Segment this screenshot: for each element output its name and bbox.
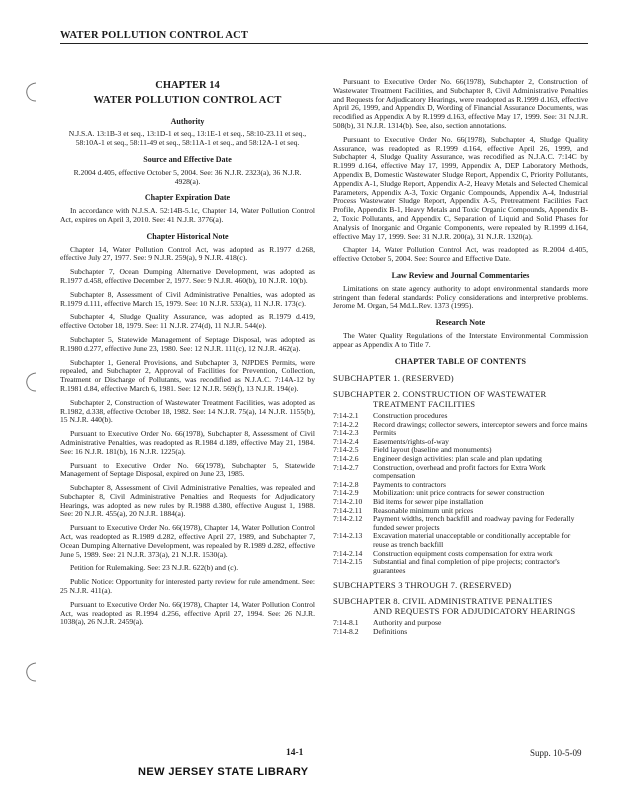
punch-hole-icon (22, 370, 40, 394)
history-paragraph: Chapter 14, Water Pollution Control Act, was adopted as R.1977 d.268, effective July 27, 1977. See: 9 N.J.R. 259(a), 9 N.J.R. 418(c). (60, 244, 315, 263)
toc-subchapter-1: SUBCHAPTER 1. (RESERVED) (333, 373, 454, 384)
right-column (333, 78, 588, 636)
toc-item-number: 7:14-2.2 (333, 419, 359, 429)
running-head: WATER POLLUTION CONTROL ACT (60, 30, 588, 44)
toc-item (333, 464, 588, 481)
toc-item-number: 7:14-2.10 (333, 497, 363, 507)
history-paragraph: Subchapter 1, General Provisions, and Subchapter 3, NJPDES Permits, were repealed, and Subchapter 2, Approval of Facilities for Prevention, Collection, Treatment or Discharge of Pollutants, was recodified as N.J.A.C. 7:14A-12 by R.1981 d.84, effective March 6, 1981. See: 12 N.J.R. 569(f), 13 N.J.R. 194(e). (60, 357, 315, 393)
toc-item-title: Permits (373, 428, 397, 438)
history-paragraph: Pursuant to Executive Order No. 66(1978), Subchapter 4, Sludge Quality Assurance, was readopted as R.1999 d.164, effective April 26, 1999, and Subchapter 4, Sludge Quality Assurance, was recodified as N.J.A.C. 7:14C by R.1999 d.164, effective May 17, 1999, Appendix A, DEP Laboratory Methods, Appendix B, Domestic Wastewater Sludge Report, Appendix C, Priority Pollutants, Appendix A-1, Sludge Report, Appendix A-2, Heavy Metals and Selected Chemical Parameters, Appendix A-3, Toxic Organic Compounds, Appendix A-4, Industrial Process Wastewater Sludge Report, Appendix A-5, Pretreatment Facilities Fact Profile, Appendix B-1, Heavy Metals and Toxic Organic Compounds, Appendix B-2, Toxic Pollutants, and Appendix C, Separation of Liquid and Solid Phases for Analysis of Inorganic and Organic Components, were repealed by R.1999 d.164, effective May 17, 1999. See: 31 N.J.R. 200(a), 31 N.J.R. 1320(a). (333, 134, 588, 241)
punch-hole-icon (22, 660, 40, 684)
toc-subchapter-2 (333, 390, 588, 409)
source-text: R.2004 d.405, effective October 5, 2004. See: 36 N.J.R. 2323(a), 36 N.J.R. 4928(a). (73, 167, 302, 186)
toc-item-title: Reasonable minimum unit prices (373, 505, 474, 515)
page-number: 14-1 (286, 748, 304, 758)
toc-subchapter-title: TREATMENT FACILITIES (373, 398, 476, 409)
toc-item (333, 619, 588, 628)
toc-item-title: Construction, overhead and profit factors for Extra Work compensation (373, 462, 546, 481)
chapter-title: WATER POLLUTION CONTROL ACT (93, 94, 282, 106)
toc-item-title: Payments to contractors (373, 479, 446, 489)
toc-subchapter-3-7: SUBCHAPTERS 3 THROUGH 7. (RESERVED) (333, 580, 512, 591)
toc-item-number: 7:14-8.2 (333, 626, 359, 636)
toc-list (333, 619, 588, 636)
authority-heading: Authority (170, 116, 205, 126)
toc-item (333, 532, 588, 549)
toc-subchapter-title: SUBCHAPTER 8. CIVIL ADMINISTRATIVE PENALTIES (333, 595, 553, 606)
history-paragraph: Petition for Rulemaking. See: 23 N.J.R. 622(b) and (c). (70, 563, 239, 573)
history-paragraph: Public Notice: Opportunity for interested party review for rule amendment. See: 25 N.J.R. 411(a). (60, 577, 315, 596)
toc-subchapter-title: AND REQUESTS FOR ADJUDICATORY HEARINGS (373, 605, 576, 616)
toc-item-title: Easements/rights-of-way (373, 436, 449, 446)
toc-item-number: 7:14-2.6 (333, 454, 359, 464)
toc-item-number: 7:14-2.13 (333, 531, 363, 541)
toc-item-number: 7:14-2.7 (333, 462, 359, 472)
toc-item-number: 7:14-8.1 (333, 618, 359, 628)
expiration-heading: Chapter Expiration Date (144, 193, 231, 203)
toc-item (333, 515, 588, 532)
toc-item-title: Engineer design activities: plan scale and plan updating (373, 454, 542, 464)
authority-text: N.J.S.A. 13:1B-3 et seq., 13:1D-1 et seq., 13:1E-1 et seq., 58:10-23.11 et seq., 58:10A-1 et seq., 58:11-49 et seq., 58:11A-1 et seq., and 58:12A-1 et seq. (68, 129, 307, 148)
toc-item-number: 7:14-2.5 (333, 445, 359, 455)
history-paragraph: Pursuant to Executive Order No. 66(1978), Chapter 14, Water Pollution Control Act, was readopted as R.1994 d.256, effective April 27, 1994. See: 26 N.J.R. 1038(a), 26 N.J.R. 2459(a). (60, 599, 315, 627)
toc-item-number: 7:14-2.14 (333, 548, 363, 558)
expiration-text: In accordance with N.J.S.A. 52:14B-5.1c, Chapter 14, Water Pollution Control Act, expires on April 3, 2010. See: 41 N.J.R. 3776(a). (60, 206, 315, 224)
toc-item (333, 628, 588, 637)
toc-item-title: Authority and purpose (373, 618, 442, 628)
toc-item-title: Construction procedures (373, 411, 448, 421)
toc-item-title: Bid items for sewer pipe installation (373, 497, 484, 507)
toc-item (333, 558, 588, 575)
toc-item-title: Substantial and final completion of pipe projects; contractor's guarantees (373, 557, 560, 575)
history-paragraph: Subchapter 4, Sludge Quality Assurance, was adopted as R.1979 d.419, effective October 18, 1979. See: 11 N.J.R. 274(d), 11 N.J.R. 544(e). (60, 312, 315, 331)
research-note-text: The Water Quality Regulations of the Interstate Environmental Commission appear as Appendix A to Title 7. (333, 330, 588, 349)
history-heading: Chapter Historical Note (146, 231, 229, 241)
toc-item-number: 7:14-2.3 (333, 428, 359, 438)
toc-item-title: Definitions (373, 626, 408, 636)
chapter-number: CHAPTER 14 (155, 80, 220, 91)
toc-item-title: Mobilization: unit price contracts for sewer construction (373, 488, 545, 498)
history-paragraph: Pursuant to Executive Order No. 66(1978), Subchapter 8, Assessment of Civil Administrative Penalties, was readopted as R.1984 d.189, effective May 21, 1984. See: 16 N.J.R. 181(b), 16 N.J.R. 1225(a). (60, 429, 315, 456)
toc-item-number: 7:14-2.9 (333, 488, 359, 498)
toc-item (333, 429, 588, 438)
toc-item-number: 7:14-2.11 (333, 505, 363, 515)
toc-item-number: 7:14-2.4 (333, 436, 359, 446)
toc-item-title: Field layout (baseline and monuments) (373, 445, 492, 455)
source-heading: Source and Effective Date (143, 154, 232, 164)
history-paragraph: Chapter 14, Water Pollution Control Act, was readopted as R.2004 d.405, effective October 5, 2004. See: Source and Effective Date. (333, 245, 588, 264)
library-stamp: NEW JERSEY STATE LIBRARY (138, 766, 309, 778)
law-review-text: Limitations on state agency authority to adopt environmental standards more stringent than federal standards: Policy considerations and interpretive problems. Jerome M. Organ, 54 Md.L.Rev. 1373 (1995). (333, 283, 588, 311)
history-paragraph: Pursuant to Executive Order No. 66(1978), Subchapter 5, Statewide Management of Septage Disposal, expired on June 23, 1985. (60, 460, 315, 479)
toc-subchapter-title: SUBCHAPTER 2. CONSTRUCTION OF WASTEWATER (333, 388, 547, 399)
history-paragraph: Subchapter 5, Statewide Management of Septage Disposal, was adopted as R.1980 d.277, effective June 23, 1980. See: 12 N.J.R. 111(c), 12 N.J.R. 462(a). (60, 334, 315, 353)
history-paragraph: Pursuant to Executive Order No. 66(1978), Chapter 14, Water Pollution Control Act, was readopted as R.1989 d.282, effective April 27, 1989, and Subchapter 7, Ocean Dumping Alternative Development, was repealed by R.1989 d.282, effective June 5, 1989. See: 21 N.J.R. 373(a), 21 N.J.R. 1530(a). (60, 523, 315, 559)
toc-item-number: 7:14-2.15 (333, 557, 363, 567)
supplement-date: Supp. 10-5-09 (530, 748, 582, 758)
punch-hole-icon (22, 80, 40, 104)
toc-item-title: Payment widths, trench backfill and roadway paving for Federally funded sewer projects (373, 514, 575, 532)
history-paragraph: Subchapter 2, Construction of Wastewater Treatment Facilities, was adopted as R.1982, d.338, effective October 18, 1982. See: 14 N.J.R. 75(a), 14 N.J.R. 1155(b), 15 N.J.R. 440(b). (60, 397, 315, 425)
toc-item (333, 421, 588, 430)
history-paragraph: Subchapter 8, Assessment of Civil Administrative Penalties, was adopted as R.1979 d.111, effective March 15, 1979. See: 10 N.J.R. 533(a), 11 N.J.R. 173(c). (60, 289, 315, 308)
toc-heading: CHAPTER TABLE OF CONTENTS (394, 356, 527, 366)
history-paragraph: Subchapter 8, Assessment of Civil Administrative Penalties, was repealed and Subchapter 8, Civil Administrative Penalties and Requests for Adjudicatory Hearings, was adopted as new rules by R.1988 d.380, effective August 1, 1988. See: 20 N.J.R. 455(a), 20 N.J.R. 1884(a). (60, 483, 315, 519)
toc-list (333, 412, 588, 575)
toc-subchapter-8 (333, 597, 588, 616)
law-review-heading: Law Review and Journal Commentaries (391, 270, 530, 280)
toc-item-title: Construction equipment costs compensation for extra work (373, 548, 553, 558)
toc-item-title: Excavation material unacceptable or conditionally acceptable for reuse as trench backfill (373, 531, 571, 549)
left-column (60, 78, 315, 632)
toc-item-number: 7:14-2.1 (333, 411, 359, 421)
history-paragraph: Subchapter 7, Ocean Dumping Alternative Development, was adopted as R.1977 d.458, effective December 2, 1977. See: 9 N.J.R. 460(b), 10 N.J.R. 10(b). (60, 267, 315, 285)
history-paragraph: Pursuant to Executive Order No. 66(1978), Subchapter 2, Construction of Wastewater Treatment Facilities, and Subchapter 8, Civil Administrative Penalties and Requests for Adjudicatory Hearings, were readopted as R.1999 d.163, effective April 26, 1999, and Appendix D, Wording of Financial Assurance Documents, was recodified as Appendix A by R.1999 d.163, effective May 17, 1999. See: 31 N.J.R. 508(b), 31 N.J.R. 1314(b). See, also, section annotations. (333, 77, 588, 130)
research-note-heading: Research Note (435, 318, 486, 328)
toc-item-number: 7:14-2.8 (333, 479, 359, 489)
toc-item-title: Record drawings; collector sewers, interceptor sewers and force mains (373, 419, 588, 429)
toc-item-number: 7:14-2.12 (333, 514, 363, 524)
